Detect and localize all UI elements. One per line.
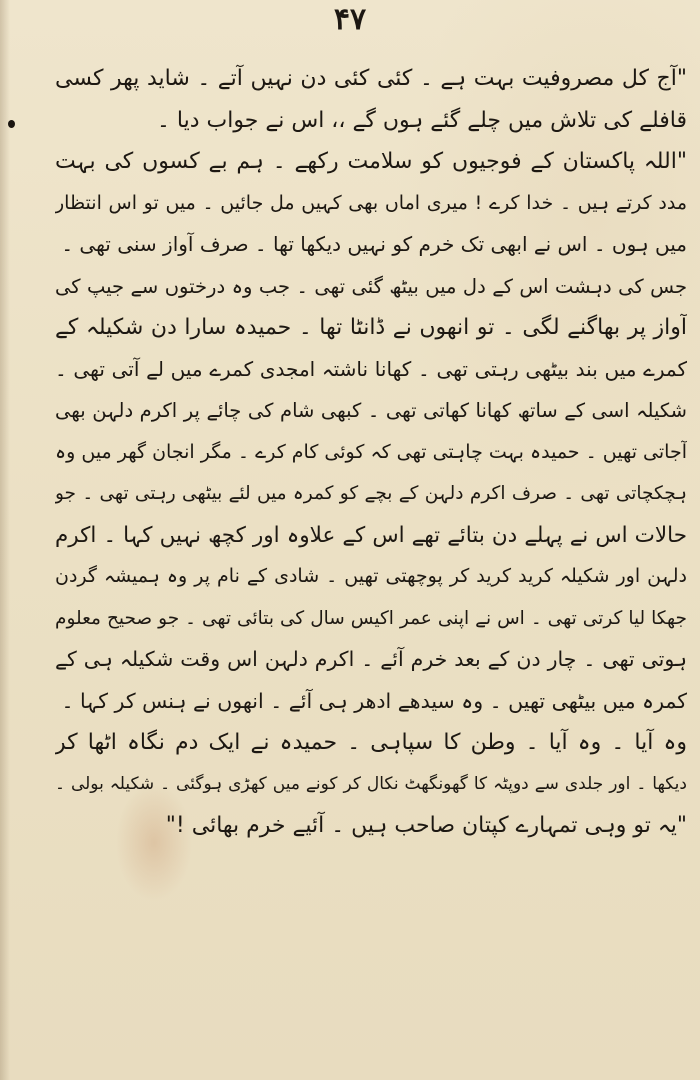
text-line: قافلے کی تلاش میں چلے گئے ہوں گے ،، اس نے جواب دیا ۔ bbox=[157, 107, 687, 133]
text-line: "آج کل مصروفیت بہت ہے ۔ کئی کئی دن نہیں آتے ۔ شاید پھر کسی bbox=[55, 66, 687, 91]
text-line: دلہن اور شکیلہ کرید کرید کر پوچھتی تھیں ۔ شادی کے نام پر وہ ہمیشہ گردن bbox=[55, 565, 687, 587]
text-line: حالات اس نے پہلے دن بتائے تھے اس کے علاوہ اور کچھ نہیں کہا ۔ اکرم bbox=[55, 522, 687, 548]
text-line: ہوتی تھی ۔ چار دن کے بعد خرم آئے ۔ اکرم دلہن اس وقت شکیلہ ہی کے bbox=[55, 647, 687, 671]
text-line: "یہ تو وہی تمہارے کپتان صاحب ہیں ۔ آئیے خرم بھائی !" bbox=[165, 813, 687, 838]
text-line: وہ آیا ۔ وہ آیا ۔ وطن کا سپاہی ۔ حمیدہ نے ایک دم نگاہ اٹھا کر bbox=[55, 730, 687, 755]
text-line: میں ہوں ۔ اس نے ابھی تک خرم کو نہیں دیکھا تھا ۔ صرف آواز سنی تھی ۔ bbox=[61, 232, 687, 256]
text-line: شکیلہ اسی کے ساتھ کھانا کھاتی تھی ۔ کبھی شام کی چائے پر اکرم دلہن بھی bbox=[55, 399, 687, 422]
page-number: ۴۷ bbox=[333, 2, 367, 37]
text-line: مدد کرتے ہیں ۔ خدا کرے ! میری اماں بھی کہیں مل جائیں ۔ میں تو اس انتظار bbox=[55, 191, 687, 214]
text-line: "اللہ پاکستان کے فوجیوں کو سلامت رکھے ۔ ہم بے کسوں کی بہت bbox=[55, 149, 687, 174]
text-line: جھکا لیا کرتی تھی ۔ اس نے اپنی عمر اکیس سال کی بتائی تھی ۔ جو صحیح معلوم bbox=[55, 607, 687, 629]
urdu-text-body bbox=[55, 58, 687, 847]
text-line: آجاتی تھیں ۔ حمیدہ بہت چاہتی تھی کہ کوئی کام کرے ۔ مگر انجان گھر میں وہ bbox=[55, 440, 687, 463]
text-line: کمرے میں بند بیٹھی رہتی تھی ۔ کھانا ناشتہ امجدی کمرے میں لے آتی تھی ۔ bbox=[55, 356, 687, 381]
text-line: دیکھا ۔ اور جلدی سے دوپٹہ کا گھونگھٹ نکال کر کونے میں کھڑی ہوگئی ۔ شکیلہ بولی ۔ bbox=[55, 773, 687, 794]
text-line: ہچکچاتی تھی ۔ صرف اکرم دلہن کے بچے کو کمرہ میں لئے بیٹھی رہتی تھی ۔ جو bbox=[55, 483, 687, 504]
page-shadow bbox=[0, 0, 10, 1080]
text-line: کمرہ میں بیٹھی تھیں ۔ وہ سیدھے ادھر ہی آئے ۔ انھوں نے ہنس کر کہا ۔ bbox=[61, 688, 687, 713]
ink-spot bbox=[8, 120, 15, 128]
text-line: جس کی دہشت اس کے دل میں بیٹھ گئی تھی ۔ جب وہ درختوں سے جیپ کی bbox=[55, 274, 687, 298]
text-line: آواز پر بھاگنے لگی ۔ تو انھوں نے ڈانٹا تھا ۔ حمیدہ سارا دن شکیلہ کے bbox=[55, 315, 687, 340]
